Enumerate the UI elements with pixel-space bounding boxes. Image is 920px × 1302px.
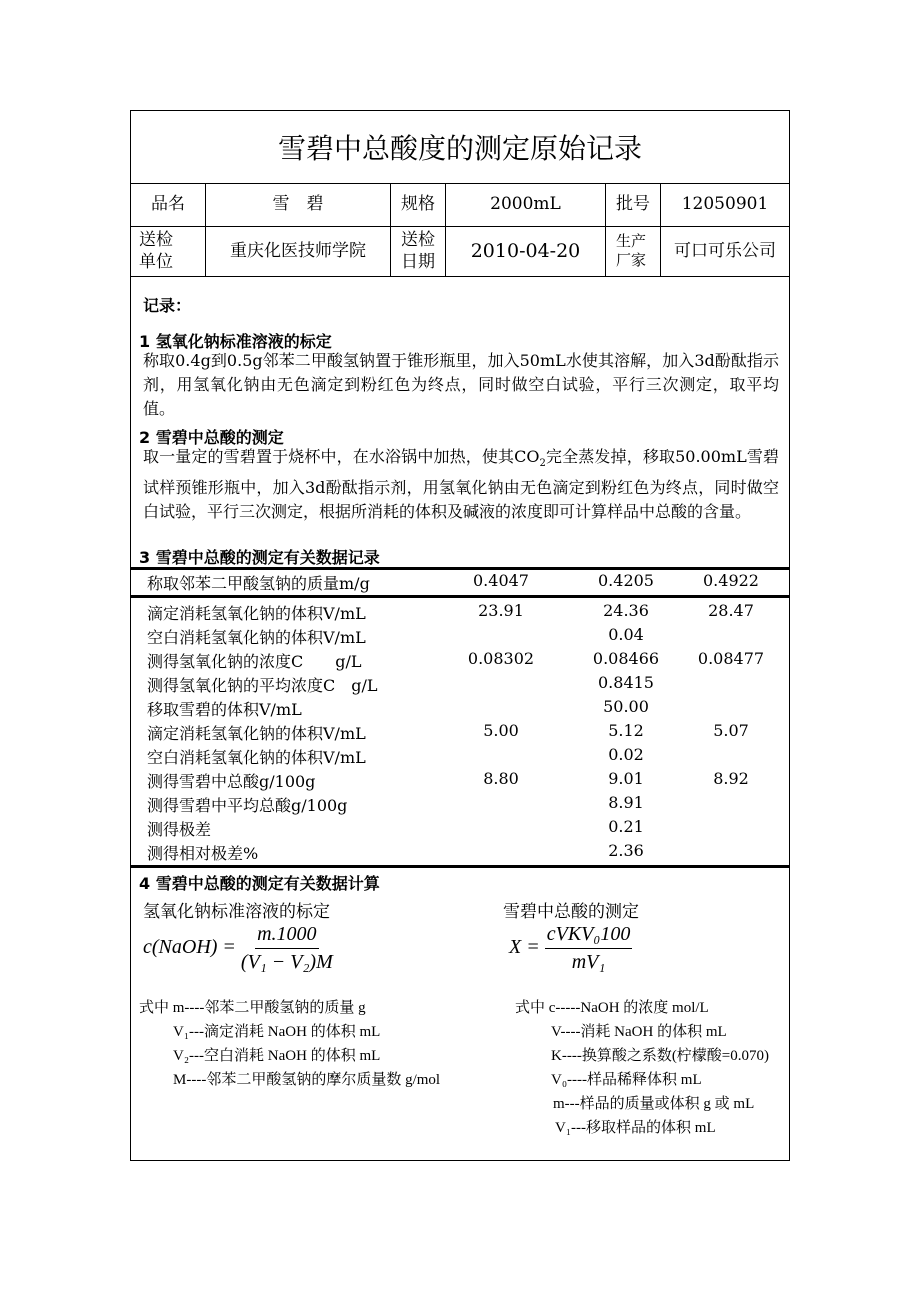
section-2-text-a: 取一量定的雪碧置于烧杯中，在水浴锅中加热，使其CO (143, 447, 540, 466)
row-value-2: 24.36 (603, 601, 649, 620)
section-2-heading: 2 雪碧中总酸的测定 (139, 428, 284, 447)
table-row (131, 625, 789, 649)
legend-right-3: V₀----样品稀释体积 mL (551, 1072, 702, 1088)
row-label: 空白消耗氢氧化钠的体积V/mL (147, 748, 366, 767)
row-value-2: 50.00 (603, 697, 649, 716)
row-value-2: 9.01 (608, 769, 644, 788)
table-row (131, 745, 789, 769)
legend-right-0: 式中 c-----NaOH 的浓度 mol/L (515, 1000, 709, 1016)
table-row (131, 649, 789, 673)
naoh-formula (143, 923, 333, 974)
table-row (131, 601, 789, 625)
page-title: 雪碧中总酸度的测定原始记录 (131, 111, 789, 184)
spec-value: 2000mL (446, 183, 606, 226)
record-form (130, 110, 790, 1161)
formula-right-subtitle: 雪碧中总酸的测定 (503, 902, 639, 922)
header-row-1 (131, 183, 789, 227)
acid-formula-lhs: X = (509, 936, 540, 959)
co2-subscript: 2 (539, 458, 546, 470)
row-value-2: 5.12 (608, 721, 644, 740)
batch-value: 12050901 (681, 194, 769, 215)
row-value-2: 0.21 (608, 817, 644, 836)
legend-left-3: M----邻苯二甲酸氢钠的摩尔质量数 g/mol (173, 1072, 441, 1088)
row-value-2: 0.04 (608, 625, 644, 644)
legend-right-1: V----消耗 NaOH 的体积 mL (551, 1024, 727, 1040)
row-value-3: 0.08477 (697, 649, 765, 668)
row-value-3: 0.4922 (703, 571, 759, 590)
legend-left-2: V₂---空白消耗 NaOH 的体积 mL (173, 1048, 381, 1064)
manufacturer-label: 生产厂家 (606, 226, 661, 276)
section-4-heading: 4 雪碧中总酸的测定有关数据计算 (139, 874, 380, 893)
naoh-formula-numerator: m.1000 (255, 923, 318, 949)
legend-left-0: 式中 m----邻苯二甲酸氢钠的质量 g (139, 1000, 366, 1016)
row-value-1: 5.00 (483, 721, 519, 740)
row-value-1: 8.80 (483, 769, 519, 788)
manufacturer-value: 可口可乐公司 (674, 240, 776, 261)
submit-unit-label: 送检单位 (131, 226, 206, 276)
row-label: 测得雪碧中平均总酸g/100g (147, 796, 348, 815)
submit-date-label: 送检日期 (391, 226, 446, 276)
section-2-text (143, 445, 779, 524)
legend-right-5: V₁---移取样品的体积 mL (555, 1120, 716, 1136)
row-label: 测得极差 (147, 820, 212, 839)
batch-label: 批号 (606, 183, 661, 226)
submit-unit-value: 重庆化医技师学院 (206, 226, 391, 276)
legend-right-2: K----换算酸之系数(柠檬酸=0.070) (551, 1048, 770, 1064)
row-label: 滴定消耗氢氧化钠的体积V/mL (147, 604, 366, 623)
table-bottom-rule (131, 865, 789, 868)
naoh-formula-denominator: (V₁ − V₂)M (240, 951, 333, 973)
record-label: 记录： (143, 296, 192, 315)
table-row (131, 571, 789, 595)
row-value-1: 0.4047 (473, 571, 529, 590)
row-value-2: 8.91 (608, 793, 644, 812)
row-label: 空白消耗氢氧化钠的体积V/mL (147, 628, 366, 647)
formula-left-subtitle: 氢氧化钠标准溶液的标定 (143, 902, 330, 922)
row-value-2: 0.4205 (598, 571, 654, 590)
row-value-3: 8.92 (713, 769, 749, 788)
table-row (131, 841, 789, 865)
table-row (131, 721, 789, 745)
table-row (131, 817, 789, 841)
section-1-text: 称取0.4g到0.5g邻苯二甲酸氢钠置于锥形瓶里，加入50mL水使其溶解，加入3d酚酞指示剂，用氢氧化钠由无色滴定到粉红色为终点，同时做空白试验，平行三次测定，取平均值。 (143, 351, 779, 418)
legend-right-4: m---样品的质量或体积 g 或 mL (553, 1096, 755, 1112)
section-2-text-b: 完全蒸发掉，移取50.00mL雪碧试样预锥形瓶中，加入3d酚酞指示剂，用氢氧化钠由无色滴定到粉红色为终点，同时做空白试验，平行三次测定，根据所消耗的体积及碱液的浓度即可计算样品中总酸的含量。 (143, 447, 779, 522)
section-1-heading: 1 氢氧化钠标准溶液的标定 (139, 332, 332, 351)
table-top-rule (131, 567, 789, 570)
row-value-3: 28.47 (708, 601, 754, 620)
row-label: 测得氢氧化钠的平均浓度C g/L (147, 676, 378, 695)
row-label: 测得相对极差% (147, 844, 259, 863)
row-value-2: 2.36 (608, 841, 644, 860)
section-3-heading: 3 雪碧中总酸的测定有关数据记录 (139, 548, 380, 567)
row-label: 滴定消耗氢氧化钠的体积V/mL (147, 724, 366, 743)
header-row-2 (131, 226, 789, 277)
row-label: 测得氢氧化钠的浓度C g/L (147, 652, 362, 671)
table-header-rule (131, 595, 789, 598)
legend-left-1: V₁---滴定消耗 NaOH 的体积 mL (173, 1024, 381, 1040)
acid-formula-numerator: cVKV₀100 (545, 923, 633, 949)
row-value-1: 23.91 (478, 601, 524, 620)
table-row (131, 769, 789, 793)
table-row (131, 673, 789, 697)
naoh-formula-lhs: c(NaOH) = (143, 936, 236, 959)
submit-date-value: 2010-04-20 (446, 226, 606, 276)
row-value-2: 0.08466 (592, 649, 660, 668)
product-name-label: 品名 (131, 183, 206, 226)
row-label: 称取邻苯二甲酸氢钠的质量m/g (147, 574, 370, 593)
spec-label: 规格 (391, 183, 446, 226)
acid-formula (509, 923, 632, 974)
row-value-3: 5.07 (713, 721, 749, 740)
row-label: 测得雪碧中总酸g/100g (147, 772, 316, 791)
row-value-2: 0.02 (608, 745, 644, 764)
row-label: 移取雪碧的体积V/mL (147, 700, 302, 719)
table-row (131, 793, 789, 817)
table-row (131, 697, 789, 721)
row-value-1: 0.08302 (467, 649, 535, 668)
row-value-2: 0.8415 (598, 673, 654, 692)
acid-formula-denominator: mV₁ (571, 951, 606, 973)
product-name-value: 雪 碧 (206, 183, 391, 226)
